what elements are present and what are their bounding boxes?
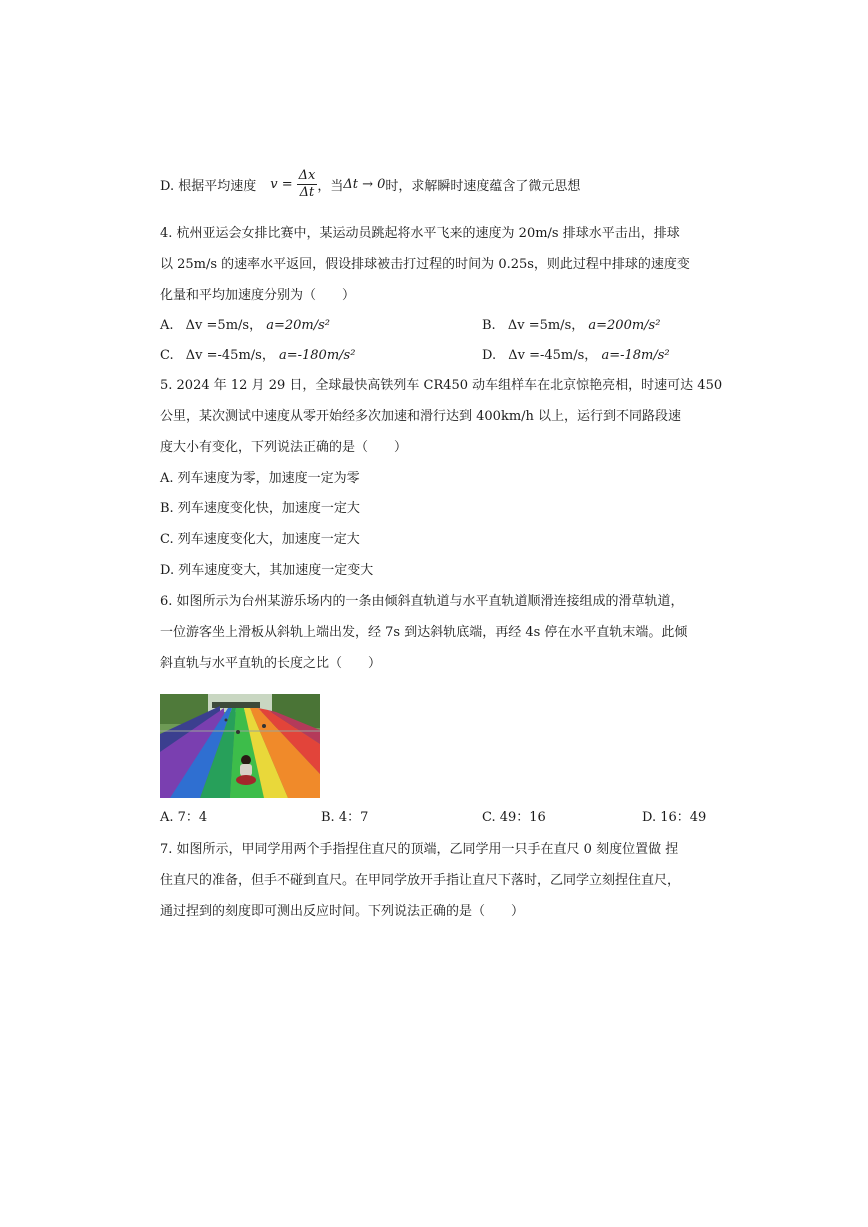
option-label: B. bbox=[482, 318, 496, 333]
q4-option-c[interactable] bbox=[160, 347, 355, 365]
q3-option-d-middle: ，当 bbox=[317, 178, 344, 194]
q7-stem-line-3: 通过捏到的刻度即可测出反应时间。下列说法正确的是（ ） bbox=[160, 904, 525, 919]
grass-slide-photo bbox=[160, 694, 320, 798]
q4-option-d[interactable] bbox=[482, 347, 670, 365]
q5-stem-line-1: 5. 2024 年 12 月 29 日，全球最快高铁列车 CR450 动车组样车在北京惊艳亮相，时速可达 450 bbox=[160, 378, 723, 393]
q7-stem-line-1: 7. 如图所示，甲同学用两个手指捏住直尺的顶端，乙同学用一只手在直尺 0 刻度位置做 捏 bbox=[160, 842, 679, 857]
q6-option-c[interactable]: C. 49：16 bbox=[482, 810, 546, 825]
option-delta-v: Δv =-45m/s， bbox=[508, 348, 598, 363]
q5-option-a[interactable]: A. 列车速度为零，加速度一定为零 bbox=[160, 471, 360, 486]
option-acceleration: a=-18m/s² bbox=[601, 348, 670, 363]
q6-stem-line-1: 6. 如图所示为台州某游乐场内的一条由倾斜直轨道与水平直轨道顺滑连接组成的滑草轨道， bbox=[160, 594, 684, 609]
q6-option-b[interactable]: B. 4：7 bbox=[321, 810, 369, 825]
q3-option-d-suffix: 时，求解瞬时速度蕴含了微元思想 bbox=[385, 178, 581, 194]
option-label: C. bbox=[160, 348, 174, 363]
q7-stem-line-2: 住直尺的准备，但手不碰到直尺。在甲同学放开手指让直尺下落时，乙同学立刻捏住直尺， bbox=[160, 873, 681, 888]
option-label: A. bbox=[160, 318, 174, 333]
option-acceleration: a=200m/s² bbox=[588, 318, 661, 333]
fraction-numerator: Δx bbox=[298, 167, 316, 183]
option-delta-v: Δv =5m/s， bbox=[185, 318, 263, 333]
q5-stem-line-3: 度大小有变化，下列说法正确的是（ ） bbox=[160, 440, 408, 455]
formula-lhs: v = bbox=[270, 176, 293, 192]
limit-expression: Δt → 0 bbox=[343, 176, 386, 192]
q5-stem-line-2: 公里，某次测试中速度从零开始经多次加速和滑行达到 400km/h 以上，运行到不同路段速 bbox=[160, 409, 682, 424]
q4-stem-line-2: 以 25m/s 的速率水平返回，假设排球被击打过程的时间为 0.25s，则此过程中排球的速度变 bbox=[160, 257, 690, 272]
option-acceleration: a=-180m/s² bbox=[278, 348, 356, 363]
q6-stem-line-3: 斜直轨与水平直轨的长度之比（ ） bbox=[160, 656, 382, 671]
q4-option-a[interactable] bbox=[160, 317, 330, 335]
q3-option-d-prefix: D. 根据平均速度 bbox=[160, 178, 257, 194]
q6-option-d[interactable]: D. 16：49 bbox=[642, 810, 707, 825]
q6-stem-line-2: 一位游客坐上滑板从斜轨上端出发，经 7s 到达斜轨底端，再经 4s 停在水平直轨末端。此倾 bbox=[160, 625, 688, 640]
q5-option-b[interactable]: B. 列车速度变化快，加速度一定大 bbox=[160, 501, 360, 516]
option-acceleration: a=20m/s² bbox=[266, 318, 331, 333]
q6-option-a[interactable]: A. 7：4 bbox=[160, 810, 208, 825]
formula-fraction bbox=[297, 168, 318, 201]
q5-option-c[interactable]: C. 列车速度变化大，加速度一定大 bbox=[160, 532, 360, 547]
option-delta-v: Δv =-45m/s， bbox=[185, 348, 275, 363]
option-label: D. bbox=[482, 348, 497, 363]
fraction-denominator: Δt bbox=[299, 184, 315, 200]
q3-option-d bbox=[160, 166, 580, 202]
q4-option-b[interactable] bbox=[482, 317, 660, 335]
q4-stem-line-1: 4. 杭州亚运会女排比赛中，某运动员跳起将水平飞来的速度为 20m/s 排球水平击出，排球 bbox=[160, 226, 680, 241]
q5-option-d[interactable]: D. 列车速度变大，其加速度一定变大 bbox=[160, 563, 374, 578]
option-delta-v: Δv =5m/s， bbox=[507, 318, 585, 333]
q4-stem-line-3: 化量和平均加速度分别为（ ） bbox=[160, 288, 356, 303]
